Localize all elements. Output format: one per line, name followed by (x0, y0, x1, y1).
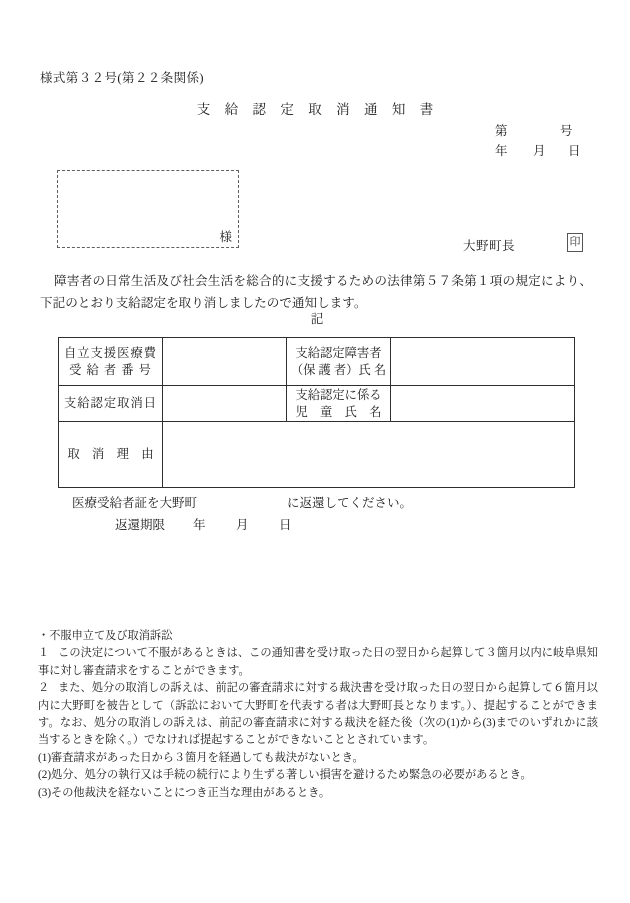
recipient-number-field[interactable] (163, 338, 287, 386)
return-deadline-day: 日 (279, 518, 292, 532)
legal-notice-item-2-number: ２ (38, 682, 50, 695)
legal-notice-item-1-number: １ (38, 647, 50, 660)
child-name-field[interactable] (391, 386, 575, 422)
table-row (59, 422, 575, 488)
return-deadline-month: 月 (236, 518, 249, 532)
addressee-suffix: 様 (219, 230, 232, 244)
child-name-label: 支給認定に係る 児 童 氏 名 (287, 386, 391, 422)
issuer-name: 大野町長 (463, 239, 516, 253)
kiji-marker: 記 (310, 312, 324, 326)
cancellation-reason-field[interactable] (163, 422, 575, 488)
issue-date-year: 年 (495, 144, 508, 158)
document-number-label: 第 (495, 124, 508, 138)
issue-date-day: 日 (568, 144, 581, 158)
legal-notice-heading: ・不服申立て及び取消訴訟 (38, 630, 173, 642)
legal-notice-sub-3: (3)その他裁決を経ないことにつき正当な理由があるとき。 (38, 786, 331, 799)
legal-notice-section (38, 628, 598, 802)
recipient-number-label: 自立支援医療費 受 給 者 番 号 (59, 338, 163, 386)
document-number-unit: 号 (560, 124, 573, 138)
cancellation-reason-label: 取 消 理 由 (59, 422, 163, 488)
legal-notice-item-2-text: また、処分の取消しの訴えは、前記の審査請求に対する裁決書を受け取った日の翌日から起算して６箇月以内に大野町を被告として（訴訟において大野町を代表する者は大野町長となります。）、提起することができます。なお、処分の取消しの訴えは、前記の審査請求に対する裁決を経た後（次の(1)から(3)までのいずれかに該当するときを除く。）でなければ提起することができないこととされています。 (38, 682, 598, 747)
table-row (59, 386, 575, 422)
certified-person-name-label: 支給認定障害者 （保 護 者）氏 名 (287, 338, 391, 386)
addressee-box[interactable] (57, 170, 239, 248)
table-row (59, 338, 575, 386)
page-title: 支 給 認 定 取 消 通 知 書 (196, 102, 439, 117)
return-notice-before: 医療受給者証を大野町 (72, 496, 198, 510)
return-deadline-year: 年 (193, 518, 206, 532)
details-table (58, 337, 575, 488)
return-notice-after: に返還してください。 (287, 496, 413, 510)
form-number: 様式第３２号(第２２条関係) (40, 71, 204, 85)
legal-notice-sub-1: (1)審査請求があった日から３箇月を経過しても裁決がないとき。 (38, 751, 364, 764)
seal-stamp-box: 印 (567, 233, 583, 252)
body-paragraph: 障害者の日常生活及び社会生活を総合的に支援するための法律第５７条第１項の規定により、下記のとおり支給認定を取り消しましたので通知します。 (40, 274, 592, 310)
legal-notice-item-2 (38, 680, 598, 750)
return-deadline-label: 返還期限 (115, 518, 166, 532)
cancellation-date-field[interactable] (163, 386, 287, 422)
legal-notice-sub-2: (2)処分、処分の執行又は手続の続行により生ずる著しい損害を避けるため緊急の必要があるとき。 (38, 769, 532, 782)
certified-person-name-field[interactable] (391, 338, 575, 386)
legal-notice-item-1-text: この決定について不服があるときは、この通知書を受け取った日の翌日から起算して３箇月以内に岐阜県知事に対し審査請求をすることができます。 (38, 647, 598, 677)
cancellation-date-label: 支給認定取消日 (59, 386, 163, 422)
issue-date-month: 月 (533, 144, 546, 158)
legal-notice-item-1 (38, 645, 598, 680)
